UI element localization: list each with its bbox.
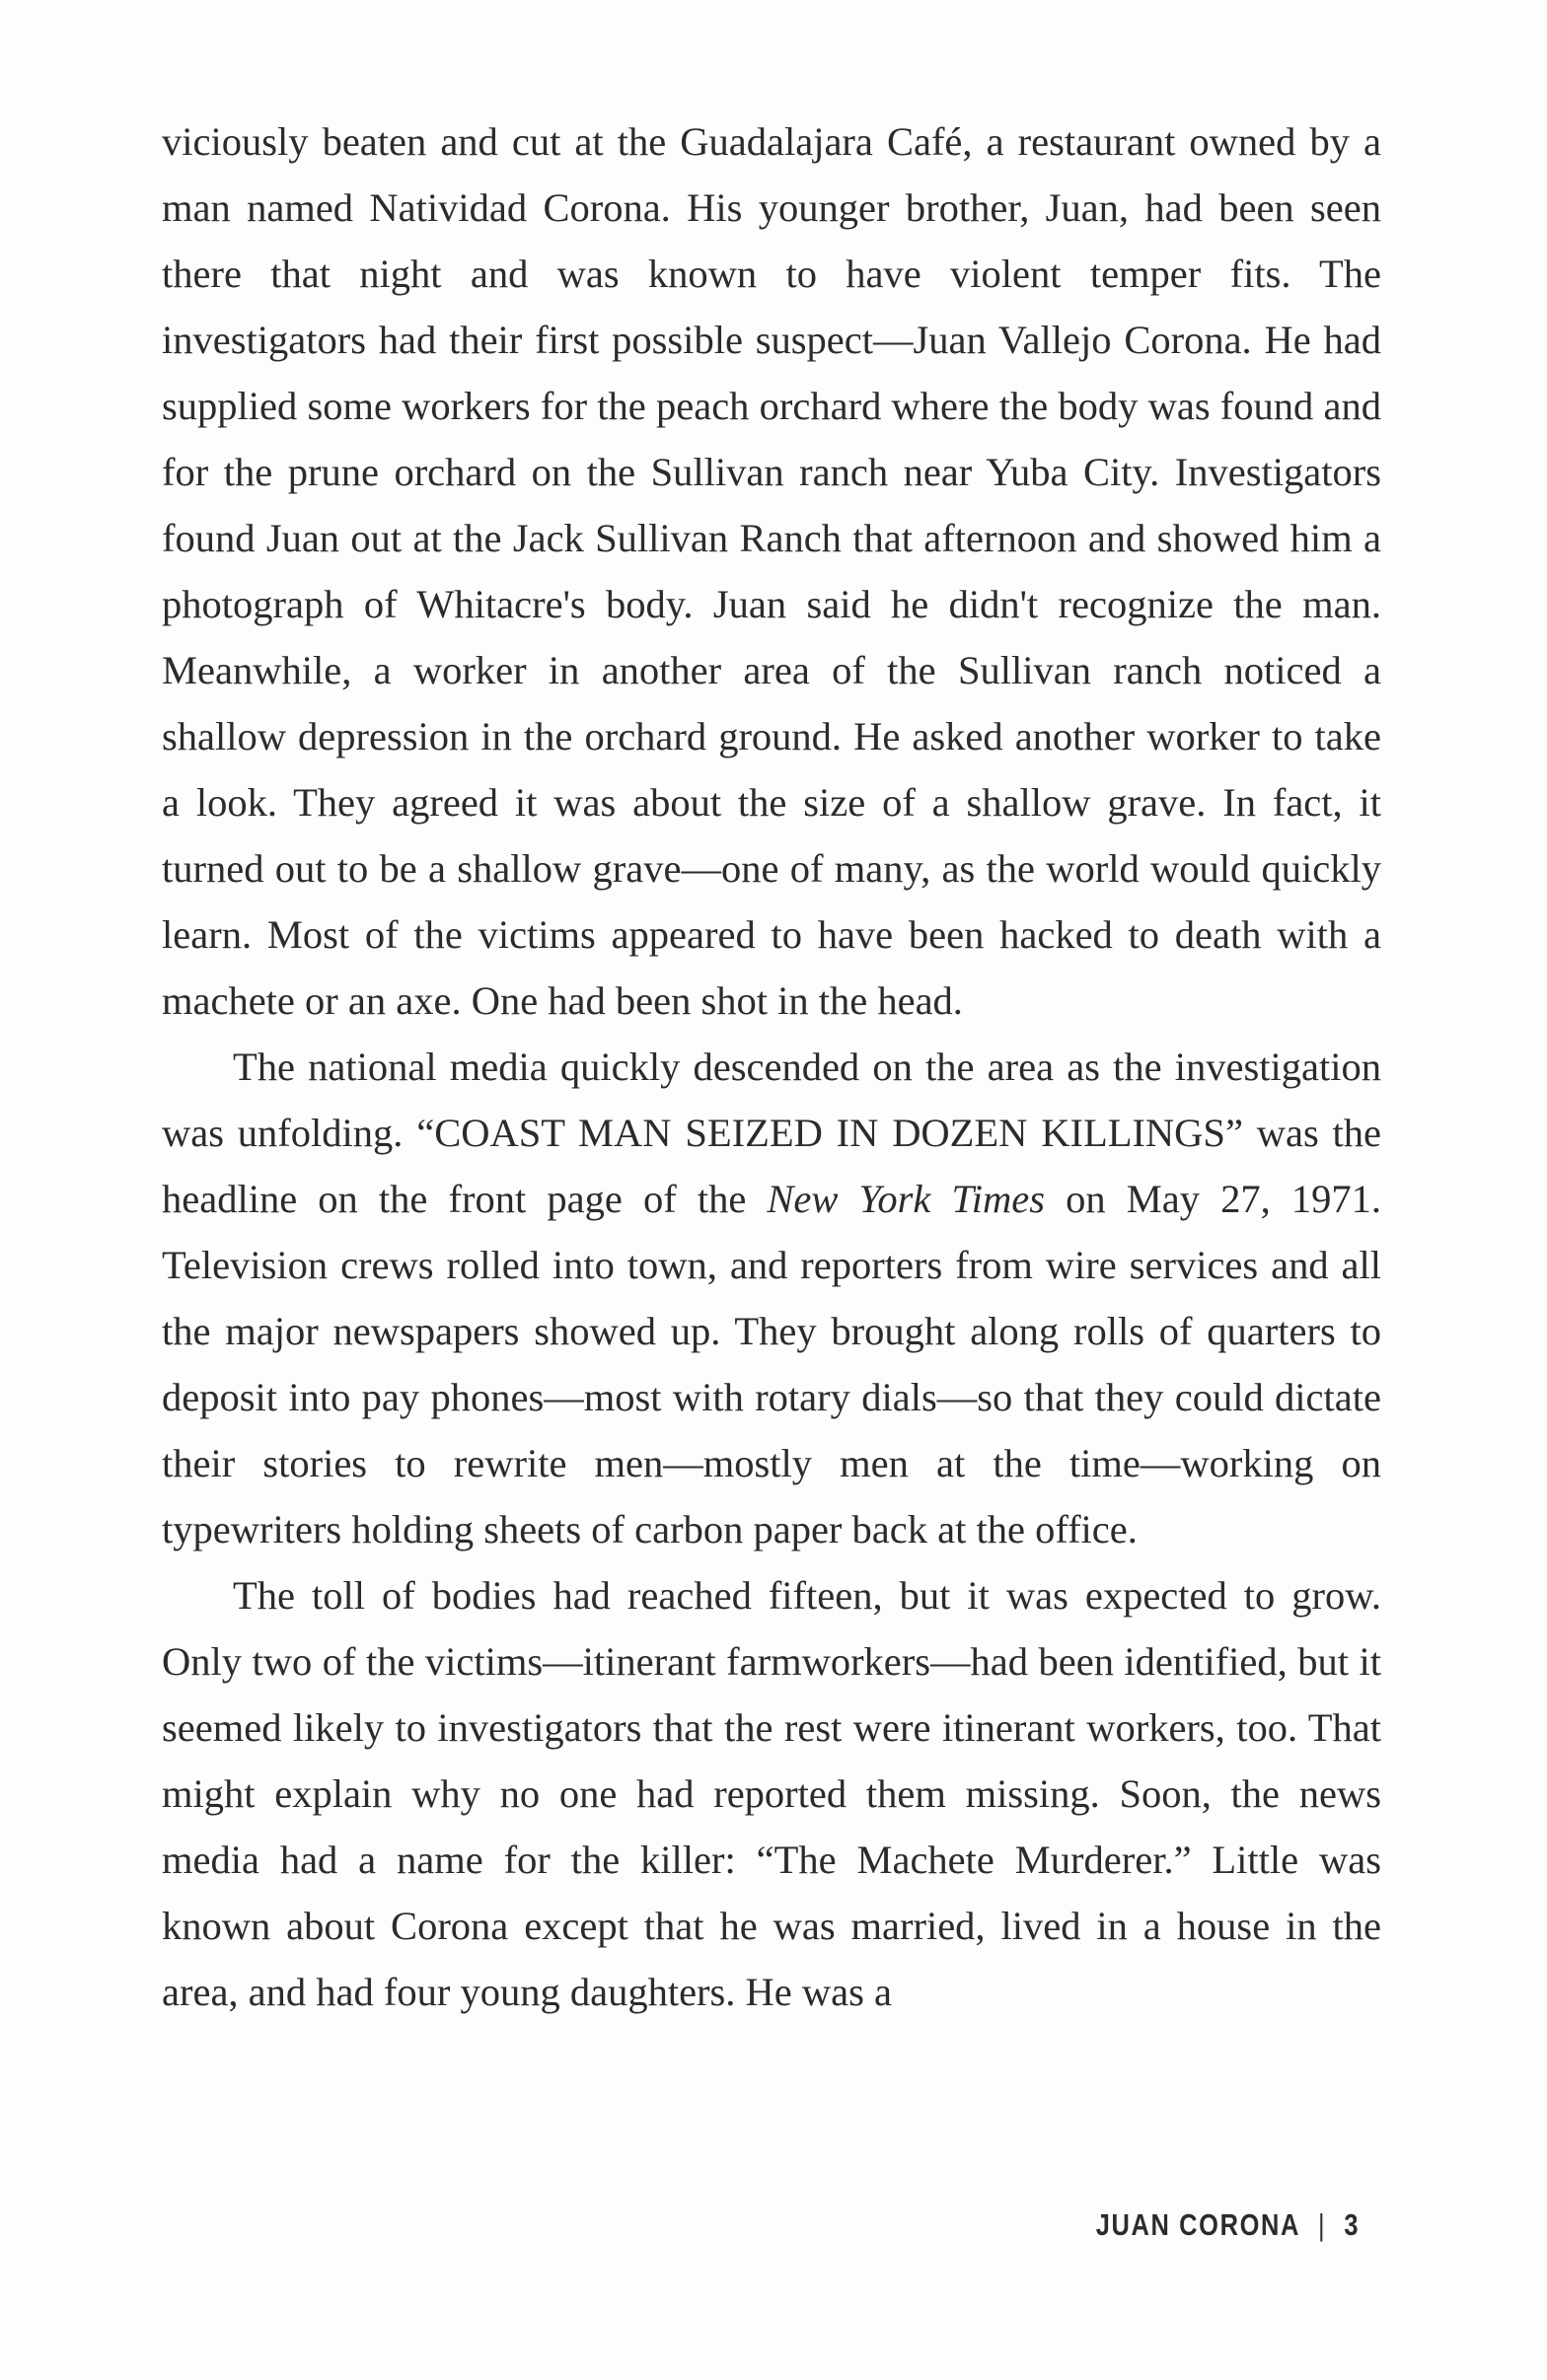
- paragraph-1: viciously beaten and cut at the Guadalajara Café, a restaurant owned by a man named Natividad Corona. His younger brother, Juan, had been seen there that night and was known to have violent temper fits. The investigators had their first possible suspect—Juan Vallejo Corona. He had supplied some workers for the peach orchard where the body was found and for the prune orchard on the Sullivan ranch near Yuba City. Investigators found Juan out at the Jack Sullivan Ranch that afternoon and showed him a photograph of Whitacre's body. Juan said he didn't recognize the man. Meanwhile, a worker in another area of the Sullivan ranch noticed a shallow depression in the orchard ground. He asked another worker to take a look. They agreed it was about the size of a shallow grave. In fact, it turned out to be a shallow grave—one of many, as the world would quickly learn. Most of the victims appeared to have been hacked to death with a machete or an axe. One had been shot in the head.: [162, 119, 1381, 1023]
- page-number: 3: [1344, 2207, 1360, 2242]
- newspaper-title: New York Times: [767, 1177, 1045, 1221]
- page-footer: [1096, 2207, 1360, 2243]
- paragraph-2-text-before: The national media quickly descended on the area as the investigation was unfolding. “COAST MAN SEIZED IN DOZEN KILLINGS” was the headline on the front page of the: [162, 1045, 1381, 1221]
- footer-separator: |: [1317, 2207, 1327, 2242]
- running-head: JUAN CORONA: [1095, 2207, 1300, 2242]
- paragraph-2-text-after: on May 27, 1971. Television crews rolled into town, and reporters from wire services and all the major newspapers showed up. They brought along rolls of quarters to deposit into pay phones—most with rotary dials—so that they could dictate their stories to rewrite men—mostly men at the time—working on typewriters holding sheets of carbon paper back at the office.: [162, 1177, 1381, 1551]
- body-text: [162, 108, 1381, 2025]
- paragraph-2: [162, 1034, 1381, 1562]
- paragraph-3: The toll of bodies had reached fifteen, but it was expected to grow. Only two of the victims—itinerant farmworkers—had been identified, but it seemed likely to investigators that the rest were itinerant workers, too. That might explain why no one had reported them missing. Soon, the news media had a name for the killer: “The Machete Murderer.” Little was known about Corona except that he was married, lived in a house in the area, and had four young daughters. He was a: [162, 1573, 1381, 2014]
